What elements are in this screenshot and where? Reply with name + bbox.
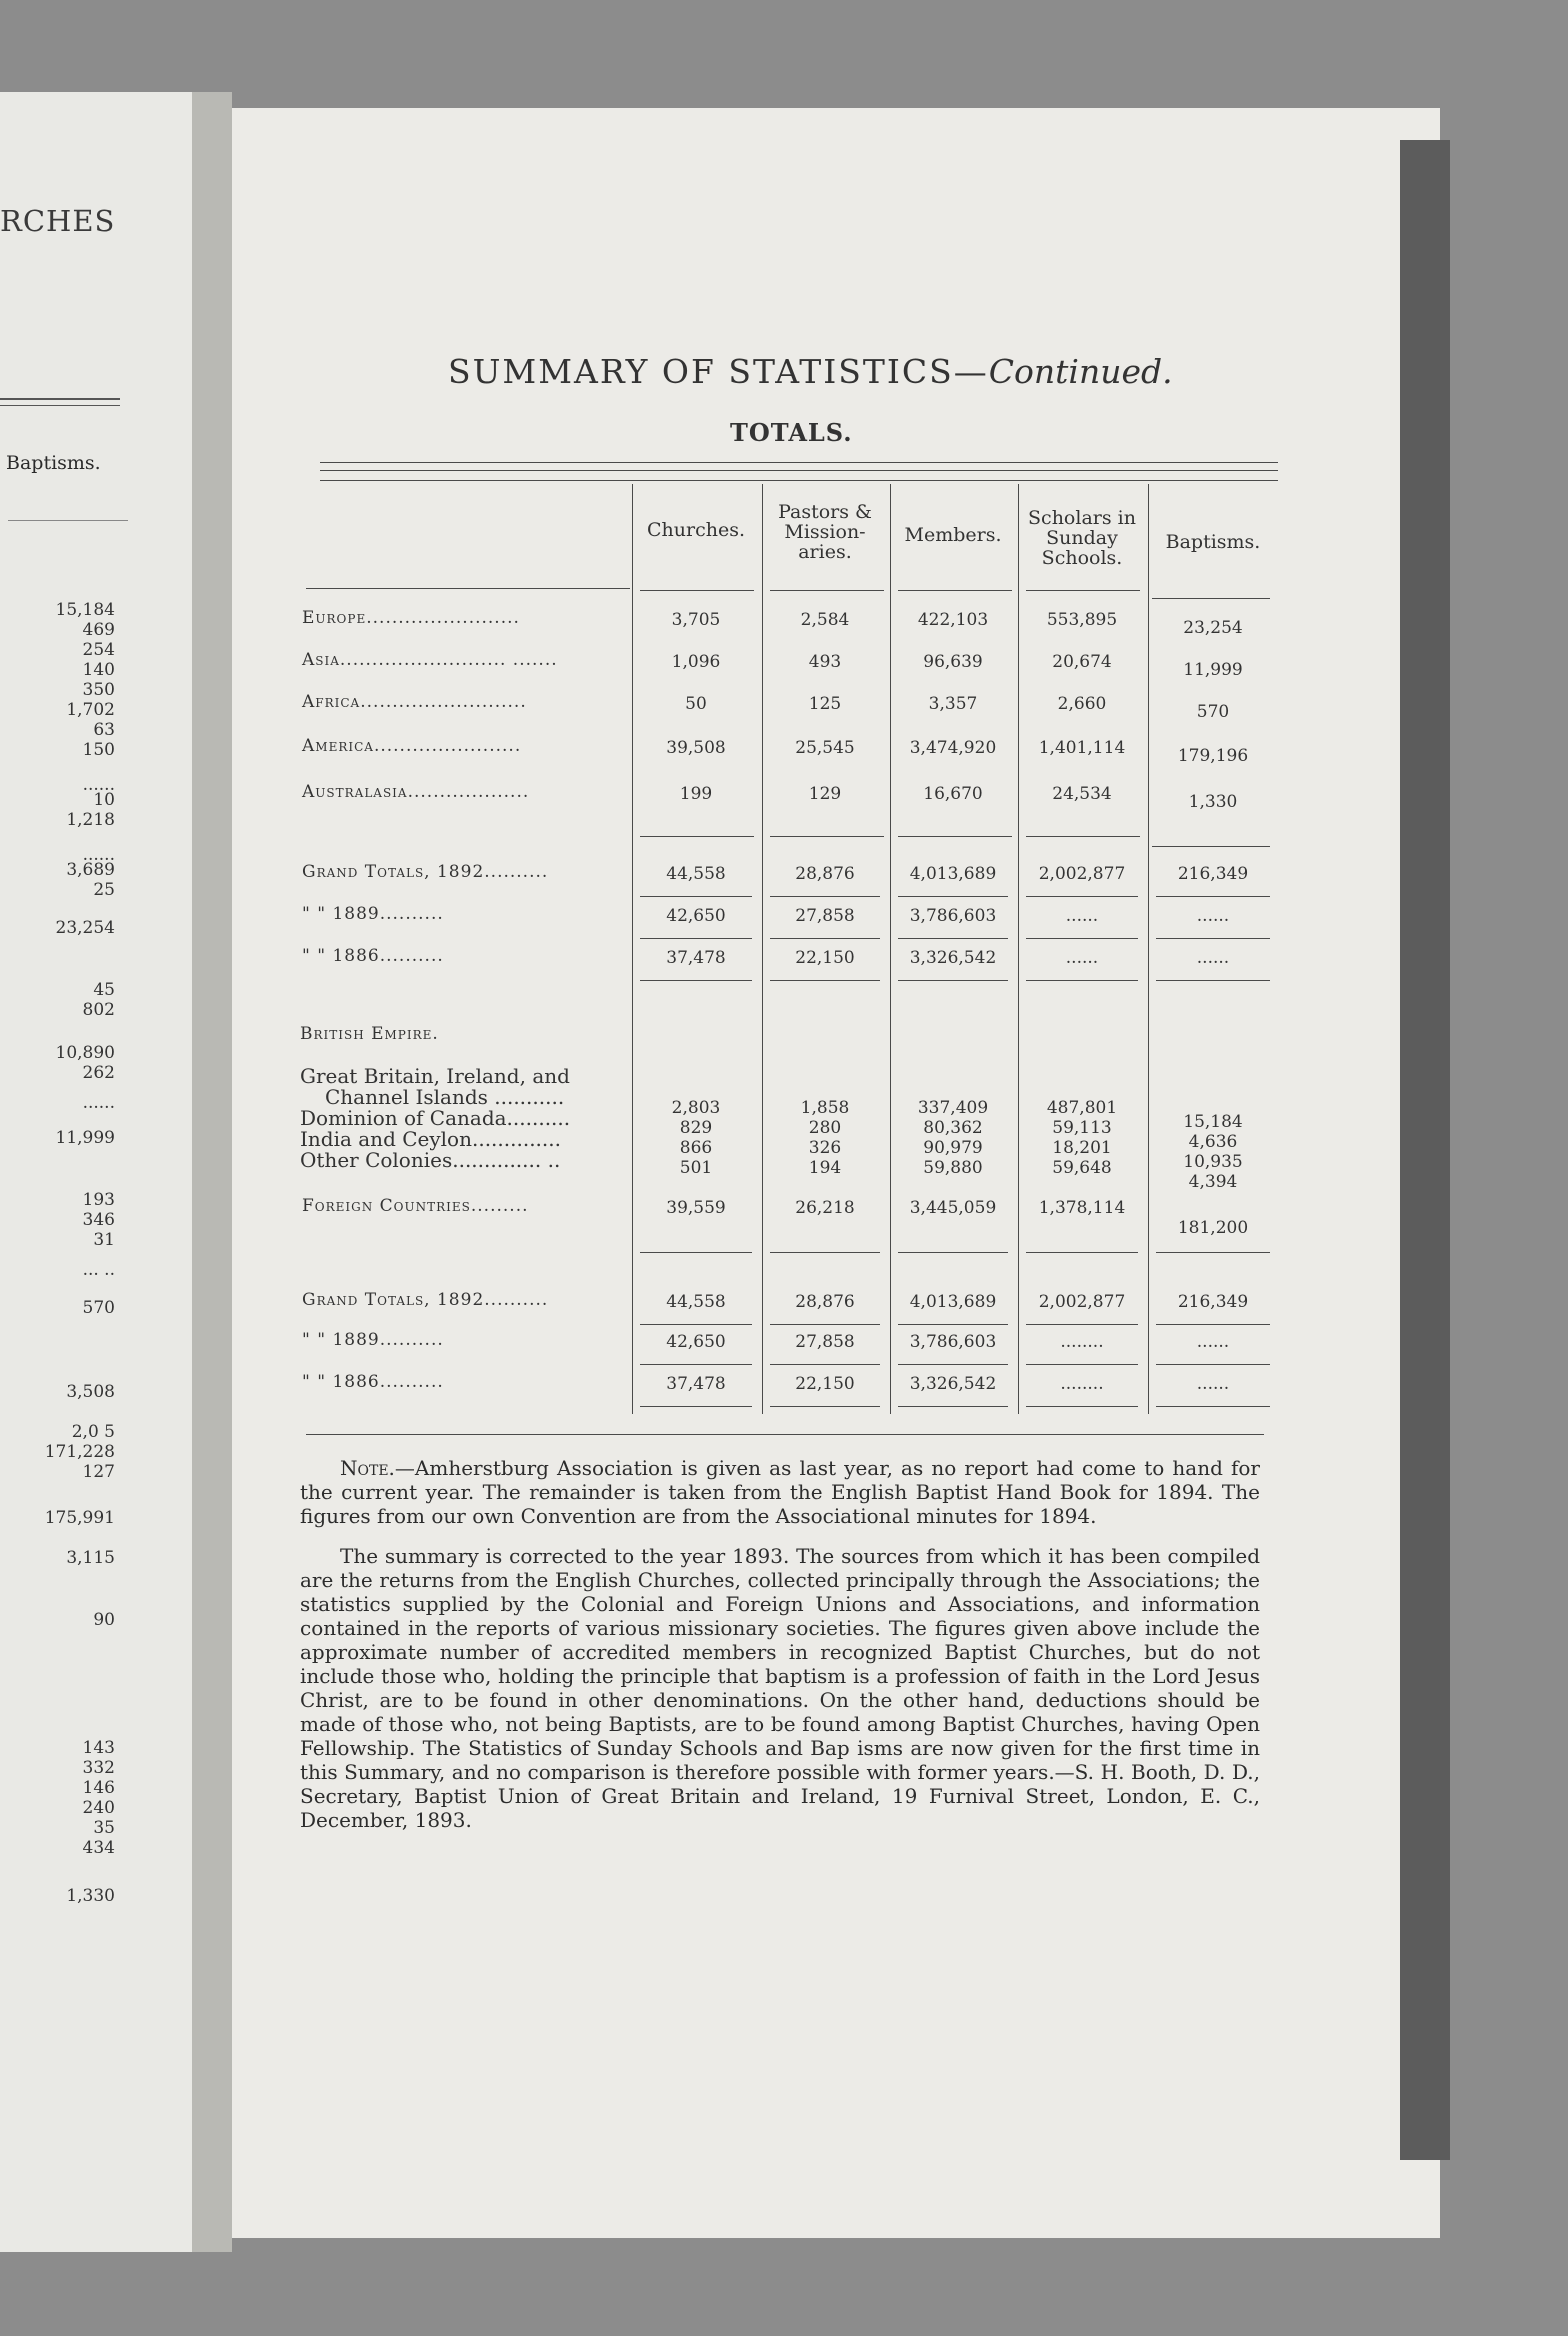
left-baptism-value: 193 <box>82 1190 115 1210</box>
table-rule <box>640 980 752 981</box>
table-rule <box>898 590 1012 591</box>
page-title <box>448 352 1173 391</box>
left-baptism-value: 35 <box>93 1818 115 1838</box>
left-baptism-value: 3,115 <box>66 1548 115 1568</box>
grand-total-b-2-members: 3,326,542 <box>909 1374 997 1394</box>
grand-total-a-2-churches: 37,478 <box>666 948 726 968</box>
table-rule <box>1156 1406 1270 1407</box>
title-continued: Continued. <box>988 352 1173 391</box>
table-rule <box>898 938 1008 939</box>
table-rule <box>1026 1252 1138 1253</box>
left-baptism-value: 171,228 <box>44 1442 115 1462</box>
region-row-2-label: Africa.......................... <box>302 692 527 712</box>
grand-total-a-0-baptisms: 216,349 <box>1177 864 1249 884</box>
table-rule <box>770 896 880 897</box>
foreign-countries-members: 3,445,059 <box>909 1198 997 1218</box>
table-rule <box>640 1324 752 1325</box>
table-rule <box>770 1406 880 1407</box>
grand-total-b-0-scholars: 2,002,877 <box>1038 1292 1126 1312</box>
left-baptism-value: 31 <box>93 1230 115 1250</box>
left-baptism-value: 45 <box>93 980 115 1000</box>
table-rule <box>770 1364 880 1365</box>
left-baptism-value: 63 <box>93 720 115 740</box>
left-baptism-value: 434 <box>82 1838 115 1858</box>
region-row-4-baptisms: 1,330 <box>1188 792 1238 812</box>
page-edge-shadow <box>1400 140 1450 2160</box>
foreign-countries-baptisms: 181,200 <box>1177 1218 1249 1238</box>
table-rule <box>1152 598 1270 599</box>
left-baptism-value: 90 <box>93 1610 115 1630</box>
left-baptism-value: 469 <box>82 620 115 640</box>
british-empire-scholars-2: 18,201 <box>1052 1138 1112 1158</box>
table-rule <box>640 836 754 837</box>
left-baptism-value: 150 <box>82 740 115 760</box>
grand-total-b-1-label: " " 1889.......... <box>302 1330 444 1350</box>
table-rule <box>1026 836 1140 837</box>
left-baptism-value: 254 <box>82 640 115 660</box>
region-row-1-label: Asia.......................... ....... <box>302 650 558 670</box>
grand-total-b-0-baptisms: 216,349 <box>1177 1292 1249 1312</box>
note-lead: Note. <box>340 1456 395 1480</box>
table-rule <box>1156 1364 1270 1365</box>
region-row-2-churches: 50 <box>685 694 707 714</box>
british-empire-label-0: Great Britain, Ireland, and <box>300 1064 570 1088</box>
left-baptism-value: 1,218 <box>66 810 115 830</box>
region-row-4-scholars: 24,534 <box>1052 784 1112 804</box>
table-rule <box>1152 846 1270 847</box>
grand-total-a-2-baptisms: ...... <box>1196 948 1230 968</box>
table-rule <box>1026 938 1138 939</box>
left-baptism-value: 332 <box>82 1758 115 1778</box>
region-row-1-members: 96,639 <box>923 652 983 672</box>
left-page-heading: RCHES <box>0 204 116 238</box>
table-rule <box>770 1252 880 1253</box>
british-empire-churches-2: 866 <box>679 1138 713 1158</box>
grand-total-a-2-scholars: ...... <box>1065 948 1099 968</box>
british-empire-members-0: 337,409 <box>917 1098 989 1118</box>
british-empire-baptisms-3: 4,394 <box>1188 1172 1238 1192</box>
left-baptism-value: 11,999 <box>55 1128 115 1148</box>
left-baptism-value: 146 <box>82 1778 115 1798</box>
left-baptism-value: 23,254 <box>55 918 115 938</box>
table-rule <box>770 836 884 837</box>
note-paragraph-2: The summary is corrected to the year 1893. The sources from which it has been compiled are the returns from the English Churches, collected principally through the Associations; the statistics supplied by the Colonial and Foreign Unions and Associations, and information contained in the reports of various missionary societies. The figures given above include the approximate number of accredited members in recognized Baptist Churches, but do not include those who, holding the principle that baptism is a profession of faith in the Lord Jesus Christ, are to be found in other denominations. On the other hand, deductions should be made of those who, not being Baptists, are to be found among Baptist Churches, having Open Fellowship. The Statistics of Sunday Schools and Bap isms are now given for the first time in this Summary, and no comparison is therefore possible with former years.—S. H. Booth, D. D., Secretary, Baptist Union of Great Britain and Ireland, 19 Furnival Street, London, E. C., December, 1893. <box>300 1544 1260 1832</box>
left-baptism-value: 175,991 <box>44 1508 115 1528</box>
region-row-3-scholars: 1,401,114 <box>1038 738 1126 758</box>
table-rule <box>898 980 1008 981</box>
left-column-rule <box>8 520 128 521</box>
british-empire-baptisms-0: 15,184 <box>1183 1112 1243 1132</box>
grand-total-a-1-label: " " 1889.......... <box>302 904 444 924</box>
grand-total-b-2-pastors: 22,150 <box>795 1374 855 1394</box>
british-empire-pastors-1: 280 <box>808 1118 842 1138</box>
british-empire-scholars-1: 59,113 <box>1052 1118 1112 1138</box>
british-empire-scholars-0: 487,801 <box>1046 1098 1118 1118</box>
grand-total-b-0-label: Grand Totals, 1892.......... <box>302 1290 549 1310</box>
grand-total-a-1-scholars: ...... <box>1065 906 1099 926</box>
region-row-1-baptisms: 11,999 <box>1183 660 1243 680</box>
region-row-4-pastors: 129 <box>808 784 842 804</box>
left-baptism-value: 10 <box>93 790 115 810</box>
table-rule <box>898 836 1012 837</box>
left-baptism-value: 3,689 <box>66 860 115 880</box>
left-baptism-value: ...... <box>82 775 115 795</box>
left-baptism-value: 127 <box>82 1462 115 1482</box>
region-row-1-scholars: 20,674 <box>1052 652 1112 672</box>
page-gutter <box>192 92 232 2252</box>
table-rule <box>640 1406 752 1407</box>
foreign-countries-churches: 39,559 <box>666 1198 726 1218</box>
table-rule <box>1026 590 1140 591</box>
british-empire-pastors-2: 326 <box>808 1138 842 1158</box>
british-empire-label-4: Other Colonies.............. .. <box>300 1148 561 1172</box>
grand-total-b-2-scholars: ........ <box>1060 1374 1104 1394</box>
foreign-countries-pastors: 26,218 <box>795 1198 855 1218</box>
table-rule <box>1026 896 1138 897</box>
grand-total-b-1-pastors: 27,858 <box>795 1332 855 1352</box>
grand-total-b-2-churches: 37,478 <box>666 1374 726 1394</box>
grand-total-b-1-members: 3,786,603 <box>909 1332 997 1352</box>
table-rule <box>640 938 752 939</box>
british-empire-churches-1: 829 <box>679 1118 713 1138</box>
column-header-churches: Churches. <box>646 519 745 541</box>
region-row-2-members: 3,357 <box>928 694 978 714</box>
foreign-countries-scholars: 1,378,114 <box>1038 1198 1126 1218</box>
grand-total-b-1-baptisms: ...... <box>1196 1332 1230 1352</box>
left-baptism-value: ... .. <box>82 1260 115 1280</box>
left-baptism-value: 1,330 <box>66 1886 115 1906</box>
grand-total-a-0-members: 4,013,689 <box>909 864 997 884</box>
grand-total-b-2-baptisms: ...... <box>1196 1374 1230 1394</box>
left-baptism-value: 10,890 <box>55 1043 115 1063</box>
region-row-0-pastors: 2,584 <box>800 610 850 630</box>
region-row-0-label: Europe........................ <box>302 608 520 628</box>
table-rule <box>898 896 1008 897</box>
left-baptism-value: 346 <box>82 1210 115 1230</box>
left-baptism-value: 140 <box>82 660 115 680</box>
left-baptism-value: ...... <box>82 845 115 865</box>
left-baptism-value: 15,184 <box>55 600 115 620</box>
british-empire-pastors-3: 194 <box>808 1158 842 1178</box>
foreign-countries-label: Foreign Countries......... <box>302 1196 529 1216</box>
grand-total-b-1-churches: 42,650 <box>666 1332 726 1352</box>
region-row-2-scholars: 2,660 <box>1057 694 1107 714</box>
table-rule <box>1026 980 1138 981</box>
british-empire-baptisms-2: 10,935 <box>1183 1152 1243 1172</box>
table-rule <box>1156 980 1270 981</box>
grand-total-a-0-label: Grand Totals, 1892.......... <box>302 862 549 882</box>
region-row-4-members: 16,670 <box>923 784 983 804</box>
table-rule <box>770 980 880 981</box>
note-text <box>300 1456 1260 1848</box>
table-rule <box>640 1364 752 1365</box>
region-row-3-churches: 39,508 <box>666 738 726 758</box>
grand-total-b-1-scholars: ........ <box>1060 1332 1104 1352</box>
left-baptism-value: 2,0 5 <box>71 1422 115 1442</box>
title-main: SUMMARY OF STATISTICS— <box>448 352 989 391</box>
british-empire-label-1: Channel Islands ........... <box>325 1085 565 1109</box>
left-baptism-value: 143 <box>82 1738 115 1758</box>
column-header-pastors: Pastors & Mission-aries. <box>778 501 872 563</box>
column-header-scholars: Scholars in Sunday Schools. <box>1028 507 1136 569</box>
table-rule <box>1026 1406 1138 1407</box>
british-empire-members-1: 80,362 <box>923 1118 983 1138</box>
table-rule <box>1156 1252 1270 1253</box>
grand-total-b-2-label: " " 1886.......... <box>302 1372 444 1392</box>
grand-total-a-2-members: 3,326,542 <box>909 948 997 968</box>
grand-total-b-0-churches: 44,558 <box>666 1292 726 1312</box>
grand-total-a-0-churches: 44,558 <box>666 864 726 884</box>
left-column-header: Baptisms. <box>6 452 101 474</box>
note-body-1: —Amherstburg Association is given as last year, as no report had come to hand for the current year. The remainder is taken from the English Baptist Hand Book for 1894. The figures from our own Convention are from the Associational minutes for 1894. <box>300 1456 1260 1528</box>
table-rule <box>770 590 884 591</box>
column-header-baptisms: Baptisms. <box>1165 531 1261 553</box>
region-row-3-baptisms: 179,196 <box>1177 746 1249 766</box>
table-rule <box>306 1434 1264 1435</box>
table-rule <box>898 1406 1008 1407</box>
british-empire-scholars-3: 59,648 <box>1052 1158 1112 1178</box>
british-empire-label-3: India and Ceylon.............. <box>300 1127 561 1151</box>
table-rule <box>898 1364 1008 1365</box>
column-header-members: Members. <box>904 524 1002 546</box>
table-rule <box>1156 938 1270 939</box>
region-row-1-pastors: 493 <box>808 652 842 672</box>
left-page-fragment <box>0 92 194 2252</box>
left-baptism-value: 1,702 <box>66 700 115 720</box>
grand-total-a-0-pastors: 28,876 <box>795 864 855 884</box>
british-empire-members-2: 90,979 <box>923 1138 983 1158</box>
table-rule <box>306 588 630 589</box>
grand-total-a-1-pastors: 27,858 <box>795 906 855 926</box>
table-rule <box>770 1324 880 1325</box>
british-empire-churches-0: 2,803 <box>671 1098 721 1118</box>
table-rule <box>898 1324 1008 1325</box>
british-empire-heading: British Empire. <box>300 1024 439 1044</box>
table-rule <box>320 480 1278 481</box>
left-baptism-value: 240 <box>82 1798 115 1818</box>
table-rule <box>770 938 880 939</box>
grand-total-a-1-baptisms: ...... <box>1196 906 1230 926</box>
british-empire-baptisms-1: 4,636 <box>1188 1132 1238 1152</box>
region-row-3-pastors: 25,545 <box>795 738 855 758</box>
region-row-3-members: 3,474,920 <box>909 738 997 758</box>
left-baptism-value: 3,508 <box>66 1382 115 1402</box>
left-baptism-value: 570 <box>82 1298 115 1318</box>
table-rule <box>320 470 1278 471</box>
british-empire-churches-3: 501 <box>679 1158 713 1178</box>
left-baptism-value: 350 <box>82 680 115 700</box>
region-row-2-pastors: 125 <box>808 694 842 714</box>
table-rule <box>1026 1364 1138 1365</box>
page-subtitle: TOTALS. <box>730 418 853 447</box>
table-rule <box>1156 1324 1270 1325</box>
table-rule <box>1026 1324 1138 1325</box>
grand-total-a-1-churches: 42,650 <box>666 906 726 926</box>
region-row-4-label: Australasia................... <box>302 782 530 802</box>
grand-total-a-2-pastors: 22,150 <box>795 948 855 968</box>
left-rule <box>0 398 120 400</box>
left-baptism-value: 262 <box>82 1063 115 1083</box>
grand-total-b-0-pastors: 28,876 <box>795 1292 855 1312</box>
grand-total-a-0-scholars: 2,002,877 <box>1038 864 1126 884</box>
british-empire-members-3: 59,880 <box>923 1158 983 1178</box>
table-rule <box>898 1252 1008 1253</box>
table-rule <box>640 1252 752 1253</box>
table-rule <box>640 590 754 591</box>
region-row-4-churches: 199 <box>679 784 713 804</box>
left-baptism-value: 802 <box>82 1000 115 1020</box>
region-row-1-churches: 1,096 <box>671 652 721 672</box>
table-rule <box>1156 896 1270 897</box>
british-empire-pastors-0: 1,858 <box>800 1098 850 1118</box>
left-baptism-value: 25 <box>93 880 115 900</box>
grand-total-a-2-label: " " 1886.......... <box>302 946 444 966</box>
grand-total-a-1-members: 3,786,603 <box>909 906 997 926</box>
british-empire-label-2: Dominion of Canada.......... <box>300 1106 571 1130</box>
region-row-0-churches: 3,705 <box>671 610 721 630</box>
grand-total-b-0-members: 4,013,689 <box>909 1292 997 1312</box>
region-row-3-label: America....................... <box>302 736 522 756</box>
region-row-0-members: 422,103 <box>917 610 989 630</box>
region-row-0-scholars: 553,895 <box>1046 610 1118 630</box>
table-rule <box>320 462 1278 463</box>
region-row-0-baptisms: 23,254 <box>1183 618 1243 638</box>
table-rule <box>640 896 752 897</box>
region-row-2-baptisms: 570 <box>1196 702 1230 722</box>
left-rule-2 <box>0 405 120 406</box>
note-paragraph-1 <box>300 1456 1260 1528</box>
left-baptism-value: ...... <box>82 1093 115 1113</box>
